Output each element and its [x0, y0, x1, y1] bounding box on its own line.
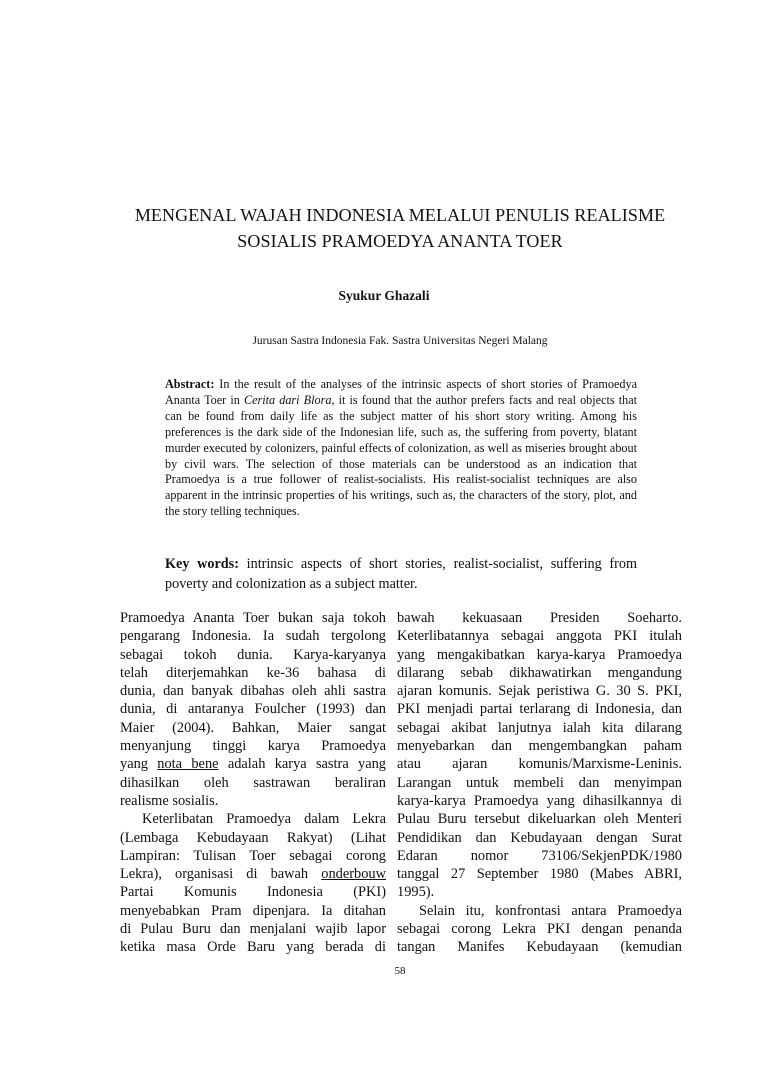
text-line: [120, 865, 386, 883]
text-line: pengarang Indonesia. Ia sudah tergolong: [120, 628, 386, 645]
text-line: yang mengakibatkan karya-karya Pramoedya: [397, 646, 682, 663]
text-line: di Pulau Buru dan menjalani wajib lapor: [120, 921, 386, 938]
underlined-term: onderbouw: [321, 866, 386, 883]
right-column: [397, 609, 682, 957]
text-line: telah diterjemahkan ke-36 bahasa di: [120, 664, 386, 681]
author-name: Syukur Ghazali: [338, 288, 430, 303]
text-line: Lampiran: Tulisan Toer sebagai corong: [120, 847, 386, 864]
left-column: [120, 609, 386, 957]
text-line: dunia, di antaranya Foulcher (1993) dan: [120, 701, 386, 718]
text-line: Pendidikan dan Kebudayaan dengan Surat: [397, 829, 682, 846]
author-affiliation: Jurusan Sastra Indonesia Fak. Sastra Universitas Negeri Malang: [252, 335, 548, 347]
text-line: menyanjung tinggi karya Pramoedya: [120, 738, 386, 755]
page-number: 58: [394, 965, 406, 977]
text-line: Edaran nomor 73106/SekjenPDK/1980: [397, 847, 682, 864]
paper-title: [100, 202, 700, 254]
text-line: sebagai tokoh dunia. Karya-karyanya: [120, 646, 386, 663]
text-line: 1995).: [397, 884, 435, 901]
abstract-italic-title: Cerita dari Blora: [243, 392, 332, 407]
text-line: Partai Komunis Indonesia (PKI): [120, 884, 386, 901]
title-line-1: MENGENAL WAJAH INDONESIA MELALUI PENULIS REALISME: [134, 205, 666, 225]
text-line: tangan Manifes Kebudayaan (kemudian: [397, 939, 682, 956]
text-line: Keterlibatan Pramoedya dalam Lekra: [142, 811, 386, 828]
text-line: dilarang sebab dikhawatirkan mengandung: [397, 664, 682, 681]
text-segment: yang: [120, 756, 158, 773]
abstract: [165, 377, 637, 520]
text-line: dihasilkan oleh sastrawan beraliran: [120, 774, 386, 791]
text-line: (Lembaga Kebudayaan Rakyat) (Lihat: [120, 829, 386, 846]
text-segment: Lekra), organisasi di bawah: [120, 866, 322, 883]
text-line: sebagai akibat lanjutnya ialah kita dilarang: [397, 719, 682, 736]
text-line: dunia, dan banyak dibahas oleh ahli sastra: [120, 683, 386, 700]
text-line: menyebabkan Pram dipenjara. Ia ditahan: [120, 902, 386, 919]
title-line-2: SOSIALIS PRAMOEDYA ANANTA TOER: [237, 231, 563, 251]
underlined-term: nota bene: [157, 756, 219, 773]
abstract-label: Abstract:: [165, 377, 215, 391]
text-line: karya-karya Pramoedya yang dihasilkannya di: [397, 792, 682, 809]
text-line: ajaran komunis. Sejak peristiwa G. 30 S. PKI,: [397, 683, 682, 700]
text-segment: adalah karya sastra yang: [218, 756, 386, 773]
text-line: Pramoedya Ananta Toer bukan saja tokoh: [120, 610, 386, 626]
keywords-label: Key words:: [165, 556, 239, 572]
text-line: tanggal 27 September 1980 (Mabes ABRI,: [397, 866, 682, 883]
text-line: Maier (2004). Bahkan, Maier sangat: [120, 719, 386, 736]
keywords-text: intrinsic aspects of short stories, realist-socialist, suffering from poverty and colonization as a subject matter.: [165, 556, 638, 592]
text-line: PKI menjadi partai terlarang di Indonesia, dan: [397, 701, 682, 718]
text-line: sebagai corong Lekra PKI dengan penanda: [397, 921, 682, 938]
text-line: bawah kekuasaan Presiden Soeharto.: [397, 610, 682, 626]
text-line: Pulau Buru tersebut dikeluarkan oleh Menteri: [397, 811, 682, 828]
text-line: menyebarkan dan mengembangkan paham: [397, 738, 682, 755]
text-line: Larangan untuk membeli dan menyimpan: [397, 774, 682, 791]
text-line: atau ajaran komunis/Marxisme-Leninis.: [397, 756, 682, 773]
text-line: Selain itu, konfrontasi antara Pramoedya: [419, 902, 682, 919]
abstract-text-2: , it is found that the author prefers facts and real objects that can be found from daily life as the subject matter of his short story writing. Among his preferences is the dark side of the Indonesian life, such as, the suffering from poverty, blatant murder executed by colonizers, painful effects of colonization, as well as miseries brought about by civil wars. The selection of those materials can be understood as an indication that Pramoedya is a true follower of realist-socialists. His realist-socialist techniques are also apparent in the intrinsic properties of his writings, such as, the characters of the story, plot, and the story telling techniques.: [165, 392, 638, 519]
text-line: [120, 755, 386, 773]
abstract-text-1: In the result of the analyses of the intrinsic aspects of short stories of Pramoedya Ananta Toer in: [165, 377, 637, 407]
text-line: Keterlibatannya sebagai anggota PKI itulah: [397, 628, 682, 645]
text-line: realisme sosialis.: [120, 792, 219, 809]
keywords: [165, 554, 637, 594]
text-line: ketika masa Orde Baru yang berada di: [120, 939, 386, 956]
